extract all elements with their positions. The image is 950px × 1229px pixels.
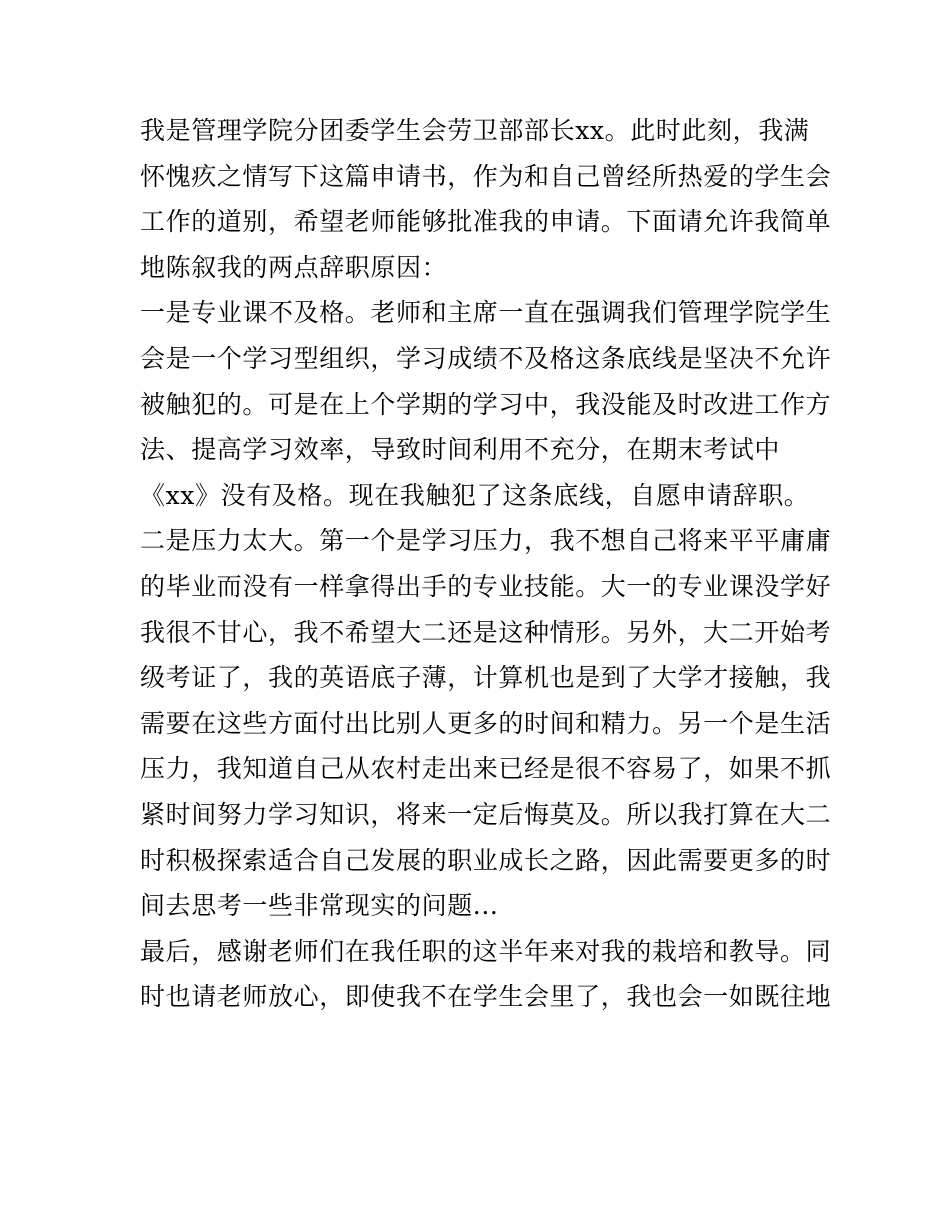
paragraph-reason-one	[140, 290, 832, 518]
text-line: 时也请老师放心，即使我不在学生会里了，我也会一如既往地	[140, 982, 832, 1012]
text-line: 我是管理学院分团委学生会劳卫部部长xx。此时此刻，我满	[140, 116, 810, 145]
text-line: 怀愧疚之情写下这篇申请书，作为和自己曾经所热爱的学生会	[140, 161, 832, 191]
document-body	[140, 108, 832, 1020]
paragraph-reason-two	[140, 518, 832, 928]
text-line: 最后，感谢老师们在我任职的这半年来对我的栽培和教导。同	[140, 936, 832, 966]
text-line: 地陈叙我的两点辞职原因：	[140, 252, 448, 282]
text-line: 级考证了，我的英语底子薄，计算机也是到了大学才接触，我	[140, 663, 832, 693]
text-line: 《xx》没有及格。现在我触犯了这条底线，自愿申请辞职。	[140, 480, 810, 510]
paragraph-closing	[140, 929, 832, 1020]
text-line: 被触犯的。可是在上个学期的学习中，我没能及时改进工作方	[140, 389, 832, 419]
text-line: 紧时间努力学习知识，将来一定后悔莫及。所以我打算在大二	[140, 799, 832, 829]
text-line: 工作的道别，希望老师能够批准我的申请。下面请允许我简单	[140, 207, 832, 237]
text-line: 法、提高学习效率，导致时间利用不充分，在期末考试中	[140, 435, 781, 465]
text-line: 一是专业课不及格。老师和主席一直在强调我们管理学院学生	[140, 298, 832, 328]
text-line: 时积极探索适合自己发展的职业成长之路，因此需要更多的时	[140, 845, 832, 875]
text-line: 的毕业而没有一样拿得出手的专业技能。大一的专业课没学好	[140, 571, 832, 601]
text-line: 二是压力太大。第一个是学习压力，我不想自己将来平平庸庸	[140, 526, 832, 556]
text-line: 我很不甘心，我不希望大二还是这种情形。另外，大二开始考	[140, 617, 832, 647]
text-line: 压力，我知道自己从农村走出来已经是很不容易了，如果不抓	[140, 754, 832, 784]
text-line: 需要在这些方面付出比别人更多的时间和精力。另一个是生活	[140, 708, 832, 738]
text-line: 会是一个学习型组织，学习成绩不及格这条底线是坚决不允许	[140, 343, 832, 373]
text-line: 间去思考一些非常现实的问题...	[140, 891, 499, 921]
paragraph-intro	[140, 108, 832, 290]
